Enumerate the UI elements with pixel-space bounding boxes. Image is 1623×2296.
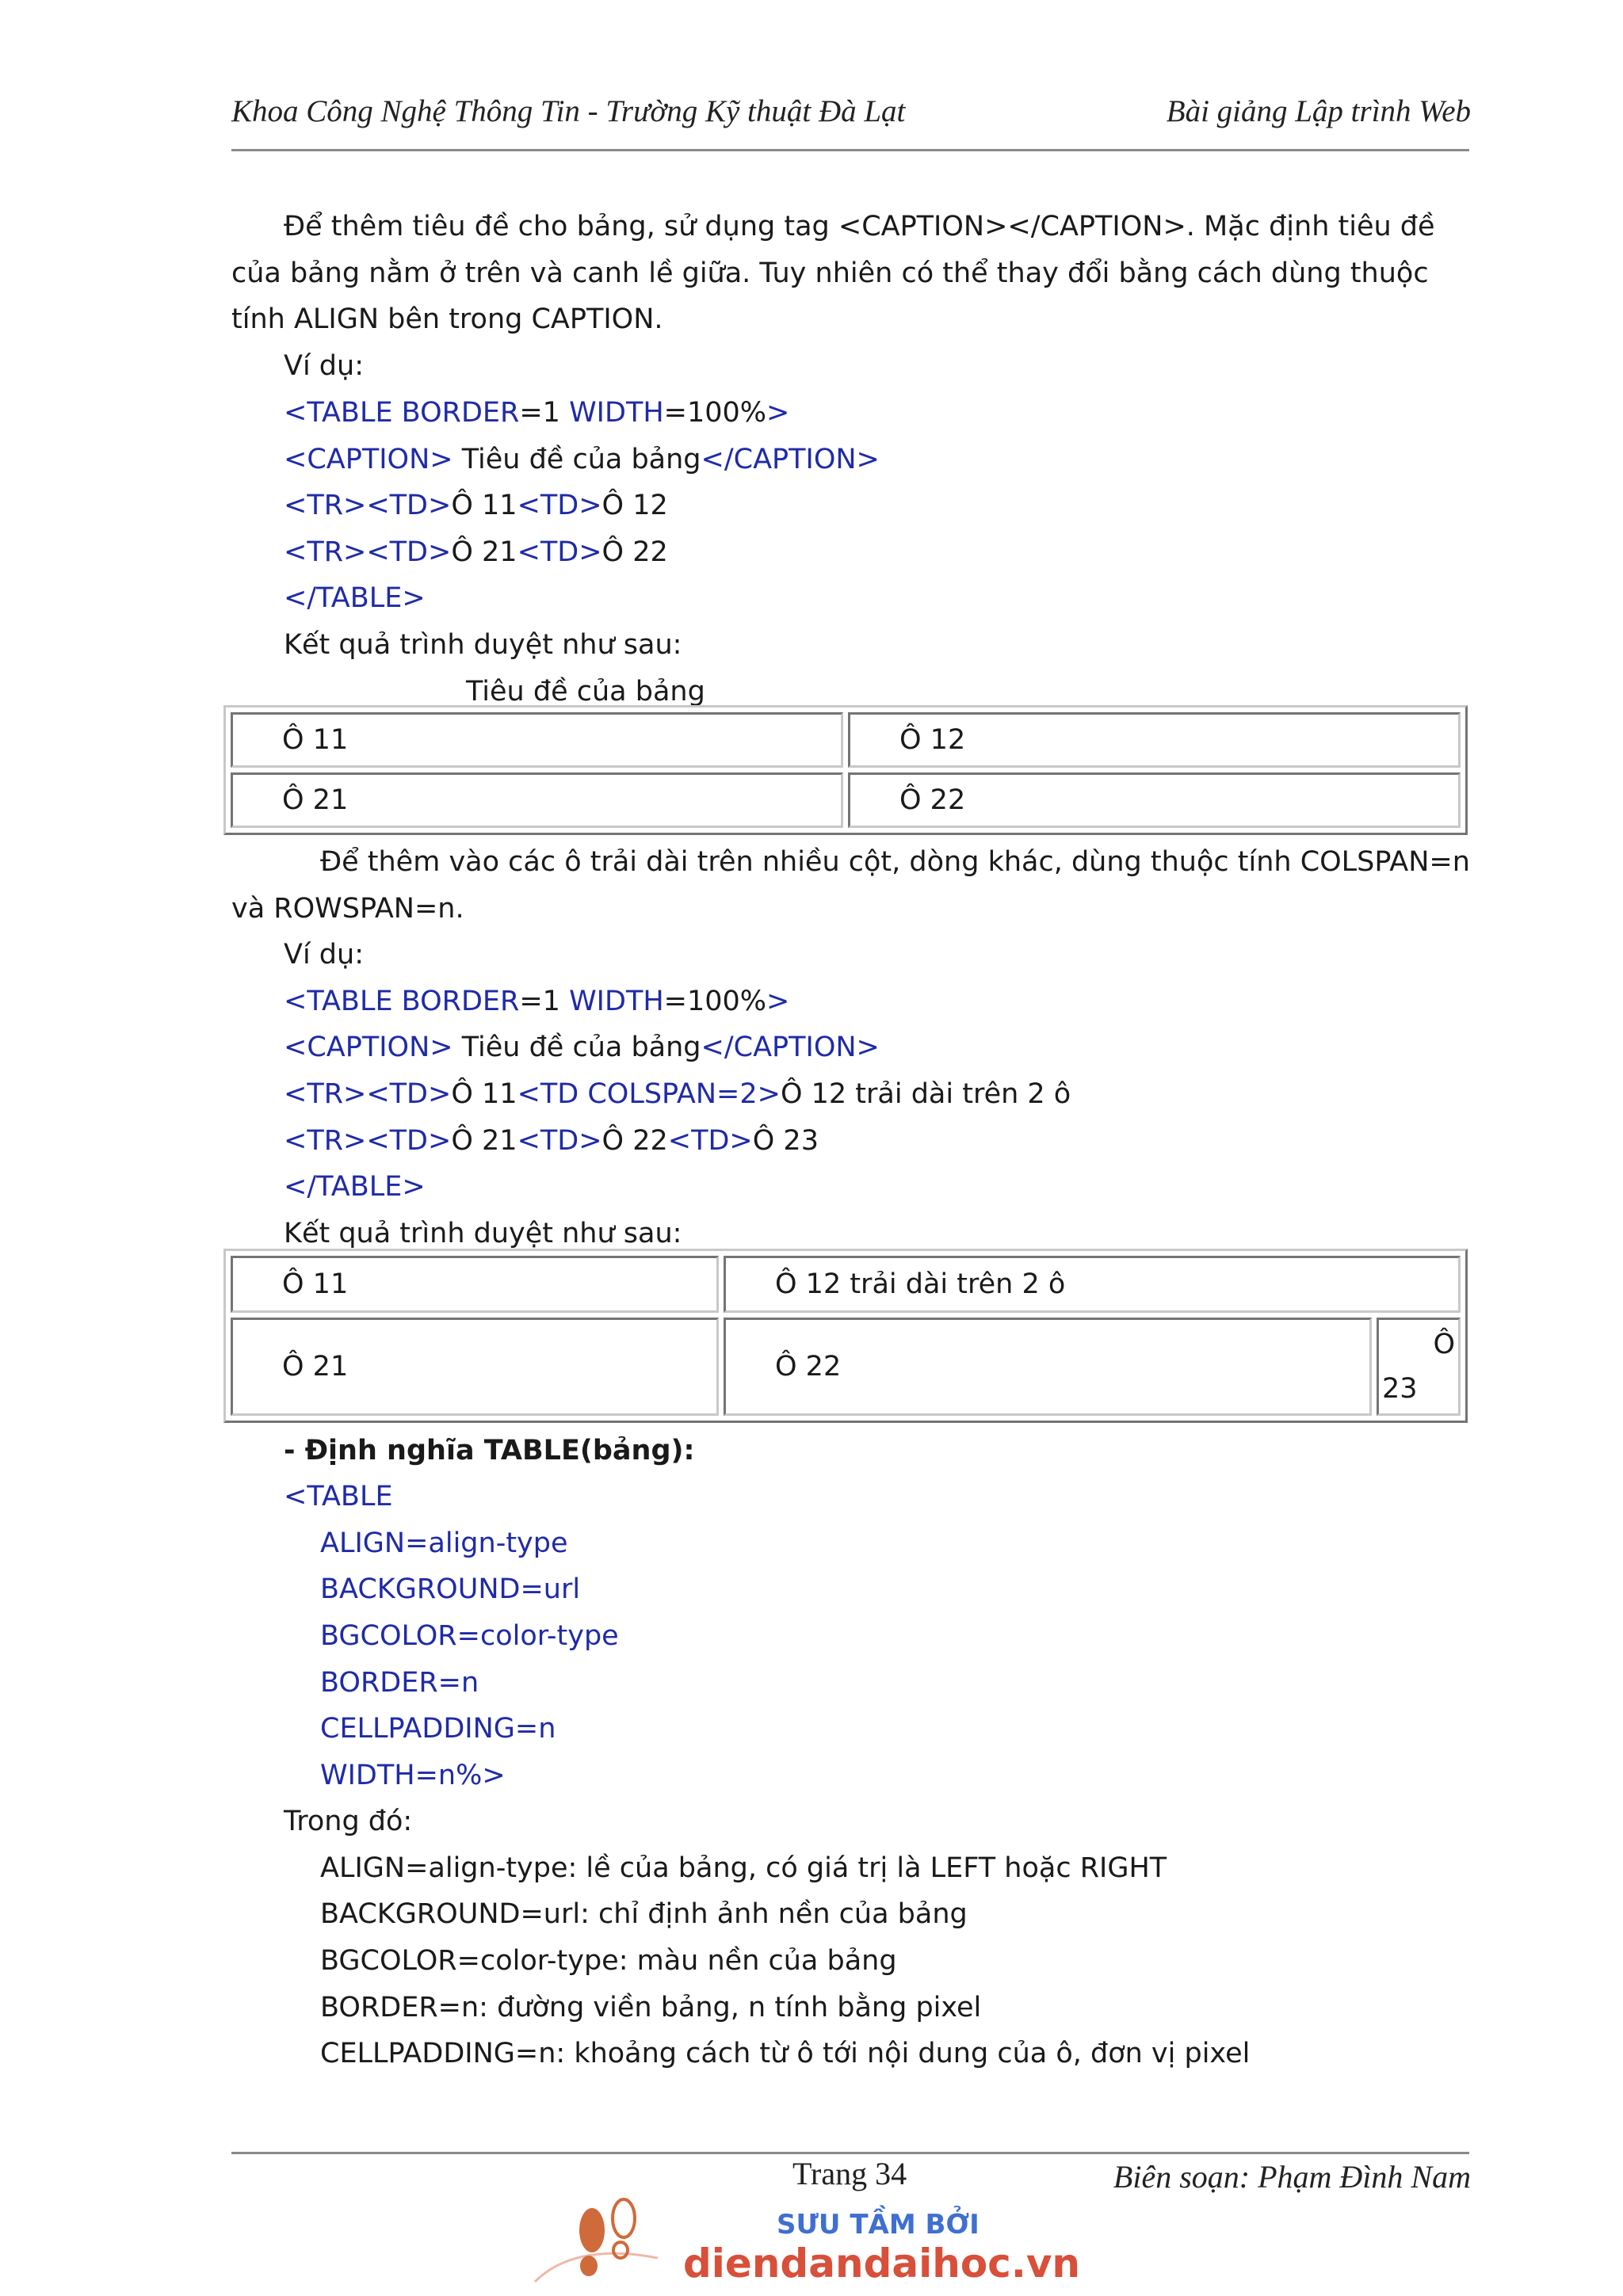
table-cell: Ô 12	[848, 712, 1461, 768]
intro-line-3: tính ALIGN bên trong CAPTION.	[231, 303, 663, 335]
watermark-footprints-icon	[519, 2187, 662, 2293]
footer-rule	[231, 2152, 1469, 2154]
example2-label: Ví dụ:	[284, 939, 364, 971]
table-cell: Ô 22	[724, 1318, 1372, 1416]
example1-code-line-2: <CAPTION> Tiêu đề của bảng</CAPTION>	[284, 444, 880, 475]
example1-label: Ví dụ:	[284, 350, 364, 382]
example2-code-line-2: <CAPTION> Tiêu đề của bảng</CAPTION>	[284, 1032, 880, 1063]
intro-line-2: của bảng nằm ở trên và canh lề giữa. Tuy nhiên có thể thay đổi bằng cách dùng thuộc	[231, 257, 1429, 289]
table-cell-text-top: Ô	[1433, 1329, 1455, 1360]
table-cell: Ô 22	[848, 772, 1461, 828]
page-number: Trang 34	[792, 2156, 907, 2191]
example1-code-line-5: </TABLE>	[284, 582, 426, 614]
definition-explanation: BORDER=n: đường viền bảng, n tính bằng pixel	[320, 1992, 982, 2023]
definition-open-tag: <TABLE	[284, 1481, 393, 1512]
header-rule	[231, 149, 1469, 151]
example1-result-table	[223, 705, 1468, 835]
example1-code-line-4: <TR><TD>Ô 21<TD>Ô 22	[284, 536, 668, 568]
definition-where-label: Trong đó:	[284, 1806, 413, 1837]
definition-attr: CELLPADDING=n	[320, 1713, 556, 1745]
definition-heading: - Định nghĩa TABLE(bảng):	[284, 1435, 695, 1466]
table-cell-narrow	[1377, 1318, 1461, 1416]
table-cell: Ô 11	[231, 1256, 719, 1313]
example1-table-caption: Tiêu đề của bảng	[466, 676, 705, 707]
definition-explanation: BACKGROUND=url: chỉ định ảnh nền của bảng	[320, 1898, 968, 1930]
watermark-site-text: diendandaihoc.vn	[683, 2241, 1081, 2286]
header-left: Khoa Công Nghệ Thông Tin - Trường Kỹ thuật Đà Lạt	[231, 94, 906, 128]
table-cell: Ô 21	[231, 772, 843, 828]
definition-explanation: ALIGN=align-type: lề của bảng, có giá trị là LEFT hoặc RIGHT	[320, 1852, 1167, 1884]
example2-code-line-4: <TR><TD>Ô 21<TD>Ô 22<TD>Ô 23	[284, 1125, 819, 1157]
table-row	[231, 1256, 1461, 1313]
definition-attr: ALIGN=align-type	[320, 1527, 568, 1559]
table-row	[231, 772, 1461, 828]
span-intro-line-1: Để thêm vào các ô trải dài trên nhiều cột, dòng khác, dùng thuộc tính COLSPAN=n	[320, 846, 1470, 878]
header-right: Bài giảng Lập trình Web	[1166, 94, 1471, 128]
footer-author: Biên soạn: Phạm Đình Nam	[1113, 2159, 1471, 2195]
table-cell: Ô 21	[231, 1318, 719, 1416]
definition-attr: BACKGROUND=url	[320, 1573, 581, 1605]
definition-explanation: CELLPADDING=n: khoảng cách từ ô tới nội dung của ô, đơn vị pixel	[320, 2038, 1251, 2069]
definition-attr: BGCOLOR=color-type	[320, 1620, 619, 1652]
definition-attr: BORDER=n	[320, 1667, 479, 1699]
intro-line-1: Để thêm tiêu đề cho bảng, sử dụng tag <CAPTION></CAPTION>. Mặc định tiêu đề	[284, 211, 1435, 242]
example2-code-line-3: <TR><TD>Ô 11<TD COLSPAN=2>Ô 12 trải dài trên 2 ô	[284, 1078, 1071, 1110]
watermark-top-text: SƯU TẦM BỞI	[777, 2209, 980, 2241]
example2-code-line-5: </TABLE>	[284, 1171, 426, 1203]
table-row	[231, 712, 1461, 768]
table-row	[231, 1318, 1461, 1416]
definition-explanation: BGCOLOR=color-type: màu nền của bảng	[320, 1945, 897, 1977]
example1-code-line-1: <TABLE BORDER=1 WIDTH=100%>	[284, 397, 790, 429]
table-cell-text-bottom: 23	[1382, 1373, 1418, 1405]
definition-attr: WIDTH=n%>	[320, 1760, 506, 1791]
example2-result-table	[223, 1249, 1468, 1423]
span-intro-line-2: và ROWSPAN=n.	[231, 893, 464, 925]
example2-result-label: Kết quả trình duyệt như sau:	[284, 1218, 682, 1249]
example1-code-line-3: <TR><TD>Ô 11<TD>Ô 12	[284, 490, 668, 521]
table-cell: Ô 11	[231, 712, 843, 768]
example1-result-label: Kết quả trình duyệt như sau:	[284, 629, 682, 661]
example2-code-line-1: <TABLE BORDER=1 WIDTH=100%>	[284, 986, 790, 1017]
table-cell-colspan: Ô 12 trải dài trên 2 ô	[724, 1256, 1461, 1313]
